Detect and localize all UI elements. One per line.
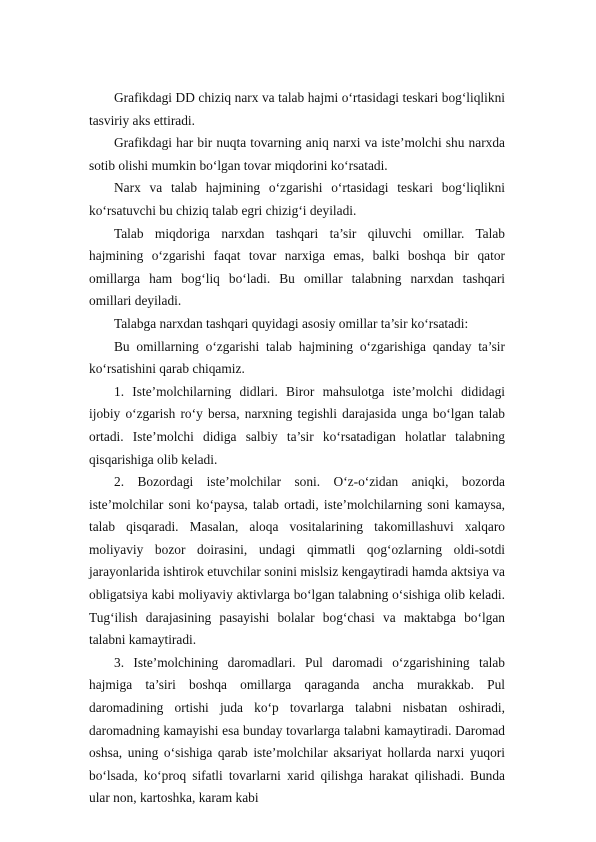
body-text (89, 87, 505, 810)
paragraph: Narx va talab hajmining o‘zgarishi o‘rtasidagi teskari bog‘liqlikni ko‘rsatuvchi bu chiziq talab egri chizig‘i deyiladi. (89, 180, 505, 218)
paragraph: 2. Bozordagi iste’molchilar soni. O‘z-o‘zidan aniqki, bozorda iste’molchilar soni ko‘paysa, talab ortadi, iste’molchilarning soni kamaysa, talab qisqaradi. Masalan, aloqa vositalarining takomillashuvi xalqaro moliyaviy bozor doirasini, undagi qimmatli qog‘ozlarning oldi-sotdi jarayonlarida ishtirok etuvchilar sonini mislsiz kengaytiradi hamda aktsiya va obligatsiya kabi moliyaviy aktivlarga bo‘lgan talabning o‘sishiga olib keladi. Tug‘ilish darajasining pasayishi bolalar bog‘chasi va maktabga bo‘lgan talabni kamaytiradi. (89, 474, 505, 648)
paragraph: Talabga narxdan tashqari quyidagi asosiy omillar ta’sir ko‘rsatadi: (114, 315, 469, 331)
paragraph: 1. Iste’molchilarning didlari. Biror mahsulotga iste’molchi dididagi ijobiy o‘zgarish ro‘y bersa, narxning tegishli darajasida unga bo‘lgan talab ortadi. Iste’molchi didiga salbiy ta’sir ko‘rsatadigan holatlar talabning qisqarishiga olib keladi. (89, 383, 505, 467)
paragraph: Talab miqdoriga narxdan tashqari ta’sir qiluvchi omillar. Talab hajmining o‘zgarishi faqat tovar narxiga emas, balki boshqa bir qator omillarga ham bog‘liq bo‘ladi. Bu omillar talabning narxdan tashqari omillari deyiladi. (89, 225, 505, 309)
paragraph: Grafikdagi DD chiziq narx va talab hajmi o‘rtasidagi teskari bog‘liqlikni tasviriy aks ettiradi. (89, 90, 505, 128)
paragraph: Grafikdagi har bir nuqta tovarning aniq narxi va iste’molchi shu narxda sotib olishi mumkin bo‘lgan tovar miqdorini ko‘rsatadi. (89, 135, 505, 173)
paragraph: 3. Iste’molchining daromadlari. Pul daromadi o‘zgarishining talab hajmiga ta’siri boshqa omillarga qaraganda ancha murakkab. Pul daromadining ortishi juda ko‘p tovarlarga talabni nisbatan oshiradi, daromadning kamayishi esa bunday tovarlarga talabni kamaytiradi. Daromad oshsa, uning o‘sishiga qarab iste’molchilar aksariyat hollarda narxi yuqori bo‘lsada, ko‘proq sifatli tovarlarni xarid qilishga harakat qilishadi. Bunda ular non, kartoshka, karam kabi (89, 654, 505, 806)
paragraph: Bu omillarning o‘zgarishi talab hajmining o‘zgarishiga qanday ta’sir ko‘rsatishini qarab chiqamiz. (89, 338, 505, 377)
